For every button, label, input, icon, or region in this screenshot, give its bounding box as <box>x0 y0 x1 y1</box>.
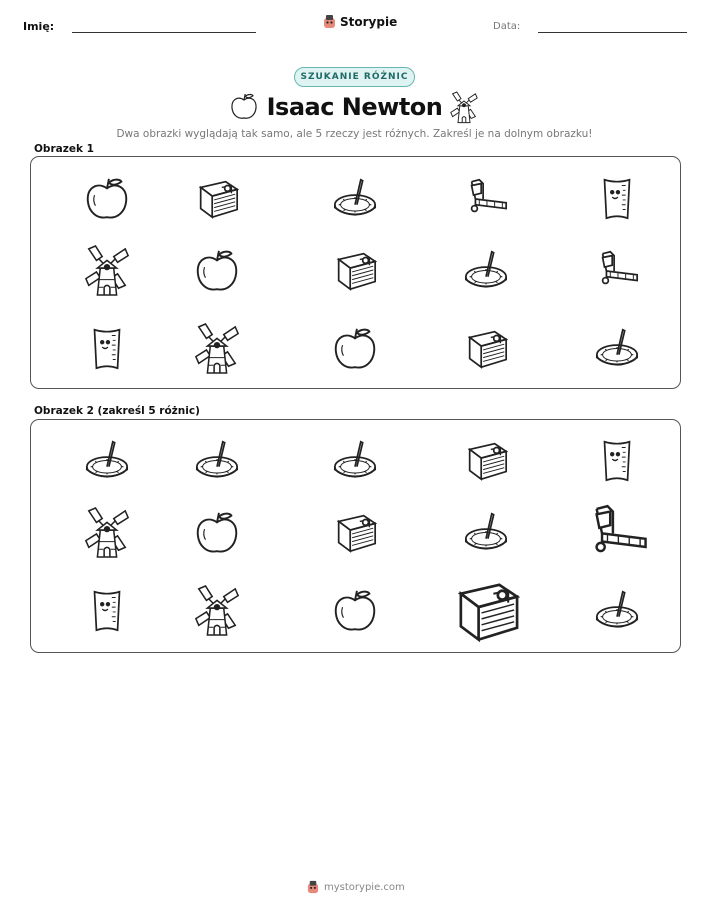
date-field[interactable] <box>538 32 687 33</box>
treadmill-icon <box>593 246 641 298</box>
book-icon <box>331 246 379 298</box>
book-icon <box>462 324 510 376</box>
storypie-mascot-icon <box>322 14 337 29</box>
apple-icon[interactable] <box>331 586 379 638</box>
sundial-icon[interactable] <box>593 586 641 638</box>
page-title: Isaac Newton <box>266 93 443 121</box>
book-icon <box>193 174 241 226</box>
scroll-icon[interactable] <box>593 436 641 488</box>
scroll-icon <box>593 174 641 226</box>
windmill-icon <box>193 321 241 379</box>
sundial-icon <box>462 246 510 298</box>
apple-icon <box>193 246 241 298</box>
sundial-icon[interactable] <box>462 508 510 560</box>
treadmill-icon <box>462 174 510 226</box>
activity-badge: SZUKANIE RÓŻNIC <box>294 67 415 87</box>
sundial-icon[interactable] <box>193 436 241 488</box>
brand-name: Storypie <box>340 14 398 29</box>
apple-icon <box>83 174 131 226</box>
windmill-icon <box>449 90 479 128</box>
footer-url: mystorypie.com <box>324 881 405 893</box>
windmill-icon <box>83 243 131 301</box>
name-field[interactable] <box>72 32 256 33</box>
section-2-label: Obrazek 2 (zakreśl 5 różnic) <box>34 405 200 417</box>
book-icon[interactable] <box>449 573 523 651</box>
apple-icon[interactable] <box>193 508 241 560</box>
brand-logo <box>322 14 397 29</box>
sundial-icon[interactable] <box>331 436 379 488</box>
storypie-mascot-icon <box>306 880 320 894</box>
book-icon[interactable] <box>331 508 379 560</box>
scroll-icon[interactable] <box>83 586 131 638</box>
sundial-icon[interactable] <box>83 436 131 488</box>
sundial-icon <box>593 324 641 376</box>
treadmill-icon[interactable] <box>583 498 651 570</box>
scroll-icon <box>83 324 131 376</box>
book-icon[interactable] <box>462 436 510 488</box>
windmill-icon[interactable] <box>83 505 131 563</box>
sundial-icon <box>331 174 379 226</box>
date-label: Data: <box>493 21 521 32</box>
name-label: Imię: <box>23 20 55 33</box>
footer <box>306 880 405 894</box>
apple-icon <box>331 324 379 376</box>
instructions: Dwa obrazki wyglądają tak samo, ale 5 rzeczy jest różnych. Zakreśl je na dolnym obrazku! <box>116 128 593 140</box>
section-1-label: Obrazek 1 <box>34 143 94 155</box>
windmill-icon[interactable] <box>193 583 241 641</box>
